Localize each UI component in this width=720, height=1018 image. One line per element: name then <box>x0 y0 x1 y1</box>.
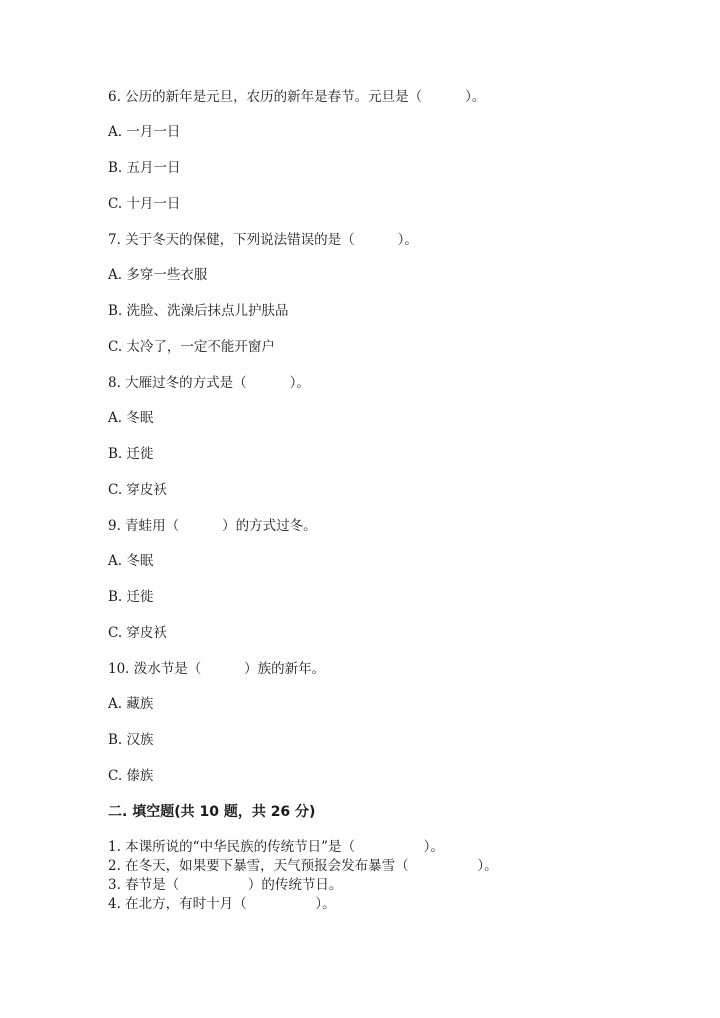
fill-blank-item-3: 3. 春节是（ ）的传统节日。 <box>108 877 343 893</box>
question-6-stem: 6. 公历的新年是元旦，农历的新年是春节。元旦是（ ）。 <box>108 89 486 105</box>
question-8-option-c: C. 穿皮袄 <box>108 482 167 498</box>
fill-blank-item-1: 1. 本课所说的“中华民族的传统节日”是（ ）。 <box>108 839 444 855</box>
question-6-option-b: B. 五月一日 <box>108 160 181 176</box>
question-7-option-a: A. 多穿一些衣服 <box>108 267 208 283</box>
question-7-option-b: B. 洗脸、洗澡后抹点儿护肤品 <box>108 303 289 319</box>
section-2-title: 二. 填空题(共 10 题，共 26 分) <box>108 804 316 820</box>
question-10-stem: 10. 泼水节是（ ）族的新年。 <box>108 661 326 677</box>
question-8-option-b: B. 迁徙 <box>108 446 154 462</box>
question-10-option-b: B. 汉族 <box>108 732 154 748</box>
question-7-option-c: C. 太冷了，一定不能开窗户 <box>108 339 275 355</box>
question-9-stem: 9. 青蛙用（ ）的方式过冬。 <box>108 518 317 534</box>
fill-blank-item-2: 2. 在冬天，如果要下暴雪，天气预报会发布暴雪（ ）。 <box>108 858 498 874</box>
question-6-option-a: A. 一月一日 <box>108 124 181 140</box>
question-8-option-a: A. 冬眠 <box>108 410 154 426</box>
question-9-option-a: A. 冬眠 <box>108 553 154 569</box>
question-10-option-c: C. 傣族 <box>108 768 154 784</box>
question-8-stem: 8. 大雁过冬的方式是（ ）。 <box>108 375 310 391</box>
question-10-option-a: A. 藏族 <box>108 696 154 712</box>
question-9-option-c: C. 穿皮袄 <box>108 625 167 641</box>
question-7-stem: 7. 关于冬天的保健，下列说法错误的是（ ）。 <box>108 232 418 248</box>
fill-blank-item-4: 4. 在北方，有时十月（ ）。 <box>108 896 336 912</box>
question-6-option-c: C. 十月一日 <box>108 196 181 212</box>
question-9-option-b: B. 迁徙 <box>108 589 154 605</box>
